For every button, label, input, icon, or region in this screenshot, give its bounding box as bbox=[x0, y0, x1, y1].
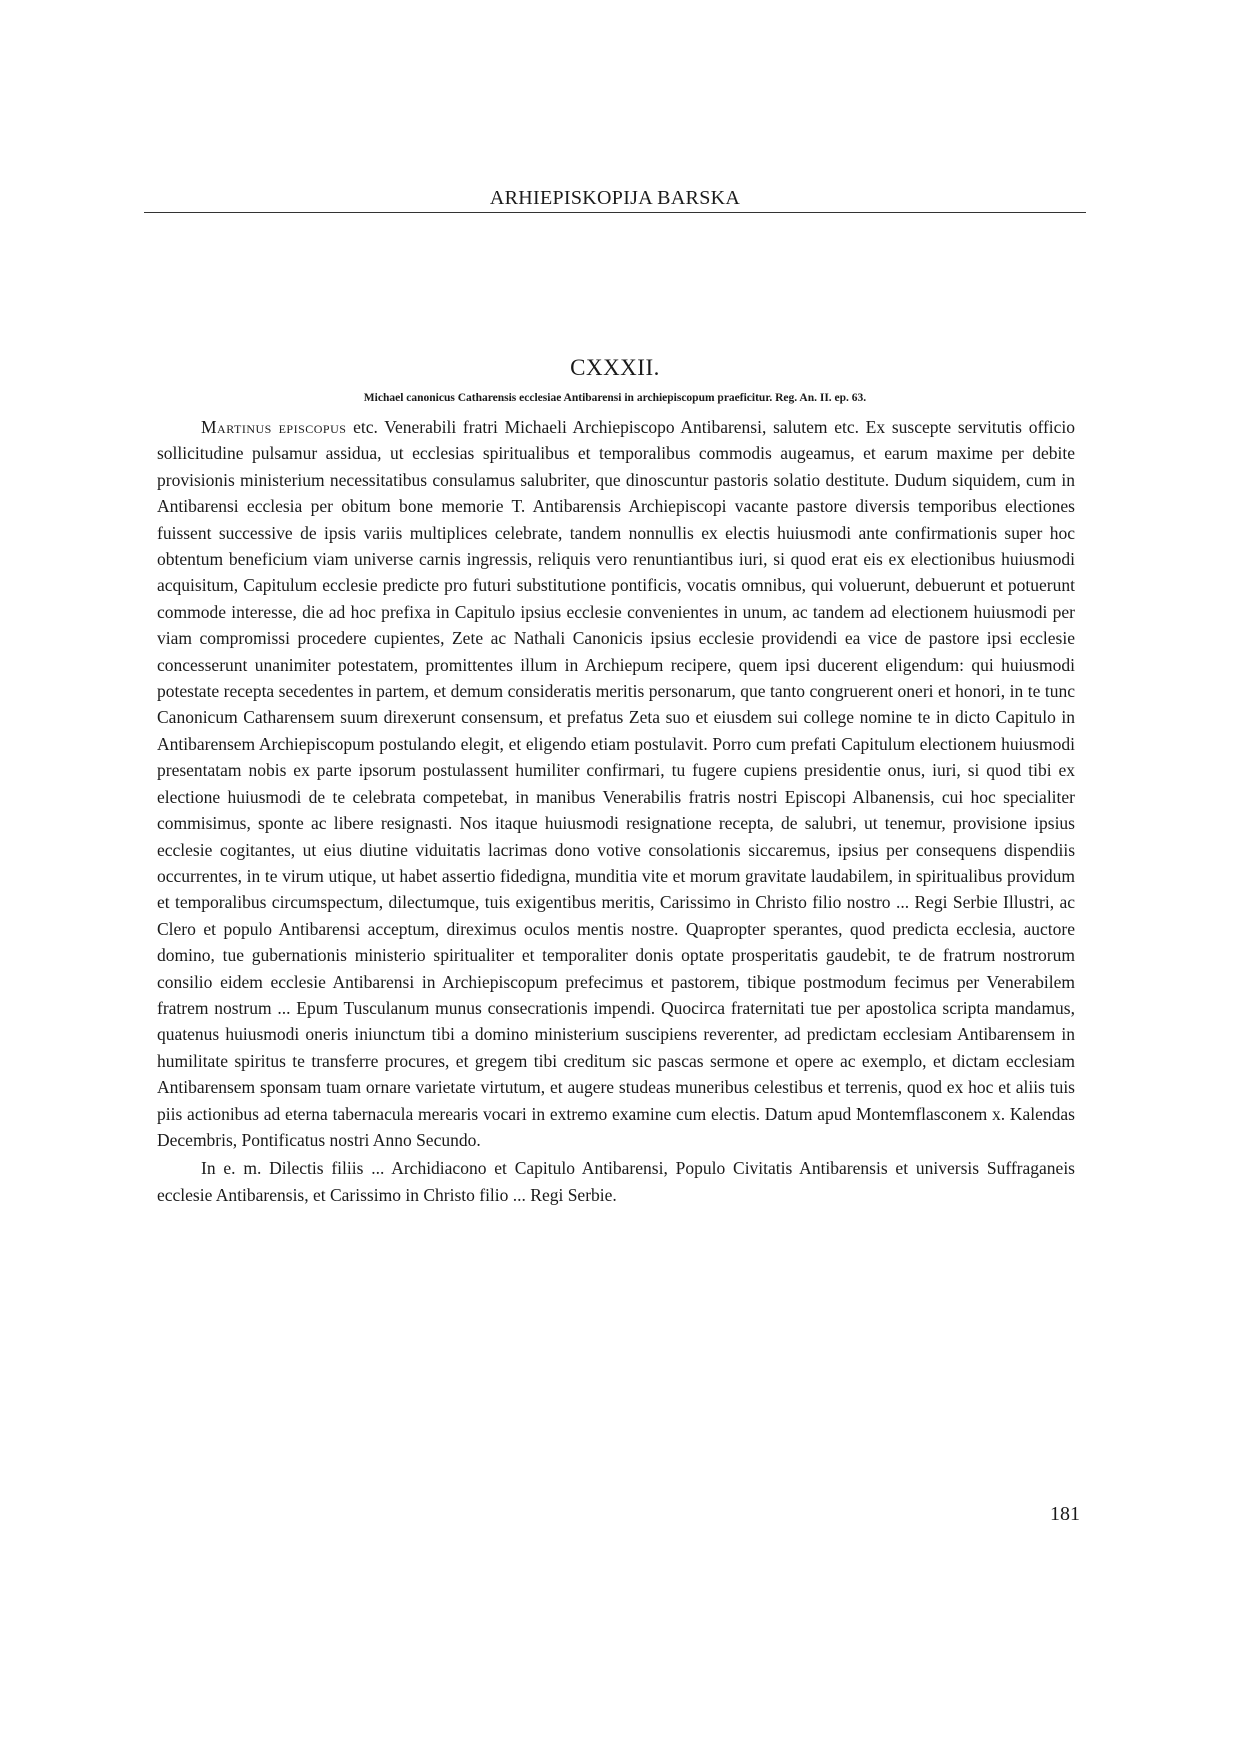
document-body bbox=[157, 414, 1075, 1208]
body-text: etc. Venerabili fratri Michaeli Archiepiscopo Antibarensi, salutem etc. Ex suscepte servitutis officio sollicitudine pulsamur assidua, ut ecclesias spiritualibus et temporalibus commodis augeamus, et earum maxime per debite provisionis ministerium necessitatibus consulamus salubriter, que dinoscuntur pastoris solatio destitute. Dudum siquidem, cum in Antibarensi ecclesia per obitum bone memorie T. Antibarensis Archiepiscopi vacante pastore diversis temporibus electiones fuissent successive de ipsis variis multiplices celebrate, tandem nonnullis ex electis huiusmodi ante confirmationis super hoc obtentum beneficium viam universe carnis ingressis, reliquis vero renuntiantibus iuri, si quod erat eis ex electionibus huiusmodi acquisitum, Capitulum ecclesie predicte pro futuri substitutione pontificis, vocatis omnibus, qui voluerunt, debuerunt et potuerunt commode interesse, die ad hoc prefixa in Capitulo ipsius ecclesie convenientes in unum, ac tandem ad electionem huiusmodi per viam compromissi procedere cupientes, Zete ac Nathali Canonicis ipsius ecclesie providendi ea vice de pastore ipsi ecclesie concesserunt unanimiter potestatem, promittentes illum in Archiepum recipere, quem ipsi ducerent eligendum: qui huiusmodi potestate recepta secedentes in partem, et demum consideratis meritis personarum, que tanto congruerent oneri et honori, in te tunc Canonicum Catharensem suum direxerunt consensum, et prefatus Zeta suo et eiusdem sui college nomine te in dicto Capitulo in Antibarensem Archiepiscopum postulando elegit, et eligendo etiam postulavit. Porro cum prefati Capitulum electionem huiusmodi presentatam nobis ex parte ipsorum postulassent humiliter confirmari, tu fugere cupiens presidentie onus, iuri, si quod tibi ex electione huiusmodi de te celebrata competebat, in manibus Venerabilis fratris nostri Episcopi Albanensis, cui hoc specialiter commisimus, sponte ac libere resignasti. Nos itaque huiusmodi resignatione recepta, de salubri, ut tenemur, provisione ipsius ecclesie cogitantes, ut eius diutine viduitatis lacrimas dono votive consolationis siccaremus, ipsius per consequens dispendiis occurrentes, in te virum utique, ut habet assertio fidedigna, munditia vite et morum gravitate laudabilem, in spiritualibus providum et temporalibus circumspectum, dilectumque, tuis exigentibus meritis, Carissimo in Christo filio nostro ... Regi Serbie Illustri, ac Clero et populo Antibarensi acceptum, direximus oculos mentis nostre. Quapropter sperantes, quod predicta ecclesia, auctore domino, tue gubernationis ministerio spiritualiter et temporaliter donis optate prosperitatis gaudebit, te de fratrum nostrorum consilio eidem ecclesie Antibarensi in Archiepiscopum prefecimus et pastorem, tibique postmodum fecimus per Venerabilem fratrem nostrum ... Epum Tusculanum munus consecrationis impendi. Quocirca fraternitati tue per apostolica scripta mandamus, quatenus huiusmodi oneris iniunctum tibi a domino ministerium suscipiens reverenter, ad predictam ecclesiam Antibarensem in humilitate spiritus te transferre procures, et gregem tibi creditum sic pascas sermone et opere ac exemplo, et dictam ecclesiam Antibarensem sponsam tuam ornare varietate virtutum, et augere studeas muneribus celestibus et terrenis, quod ex hoc et aliis tuis piis actionibus ad eterna tabernacula merearis vocari in extremo examine cum electis. Datum apud Montemflasconem x. Kalendas Decembris, Pontificatus nostri Anno Secundo. bbox=[157, 417, 1076, 1150]
document-summary: Michael canonicus Catharensis ecclesiae Antibarensi in archiepiscopum praeficitur. Reg. An. II. ep. 63. bbox=[363, 392, 867, 404]
header-rule bbox=[144, 212, 1086, 213]
page-number: 181 bbox=[1050, 1503, 1080, 1525]
running-header: ARHIEPISKOPIJA BARSKA bbox=[489, 187, 741, 209]
opening-name: Martinus bbox=[201, 417, 272, 437]
opening-title: episcopus bbox=[278, 417, 347, 437]
main-paragraph bbox=[157, 414, 1075, 1153]
address-paragraph: In e. m. Dilectis filiis ... Archidiacono et Capitulo Antibarensi, Populo Civitatis Antibarensis et universis Suffraganeis ecclesie Antibarensis, et Carissimo in Christo filio ... Regi Serbie. bbox=[157, 1158, 1075, 1205]
document-number: CXXXII. bbox=[570, 355, 660, 380]
